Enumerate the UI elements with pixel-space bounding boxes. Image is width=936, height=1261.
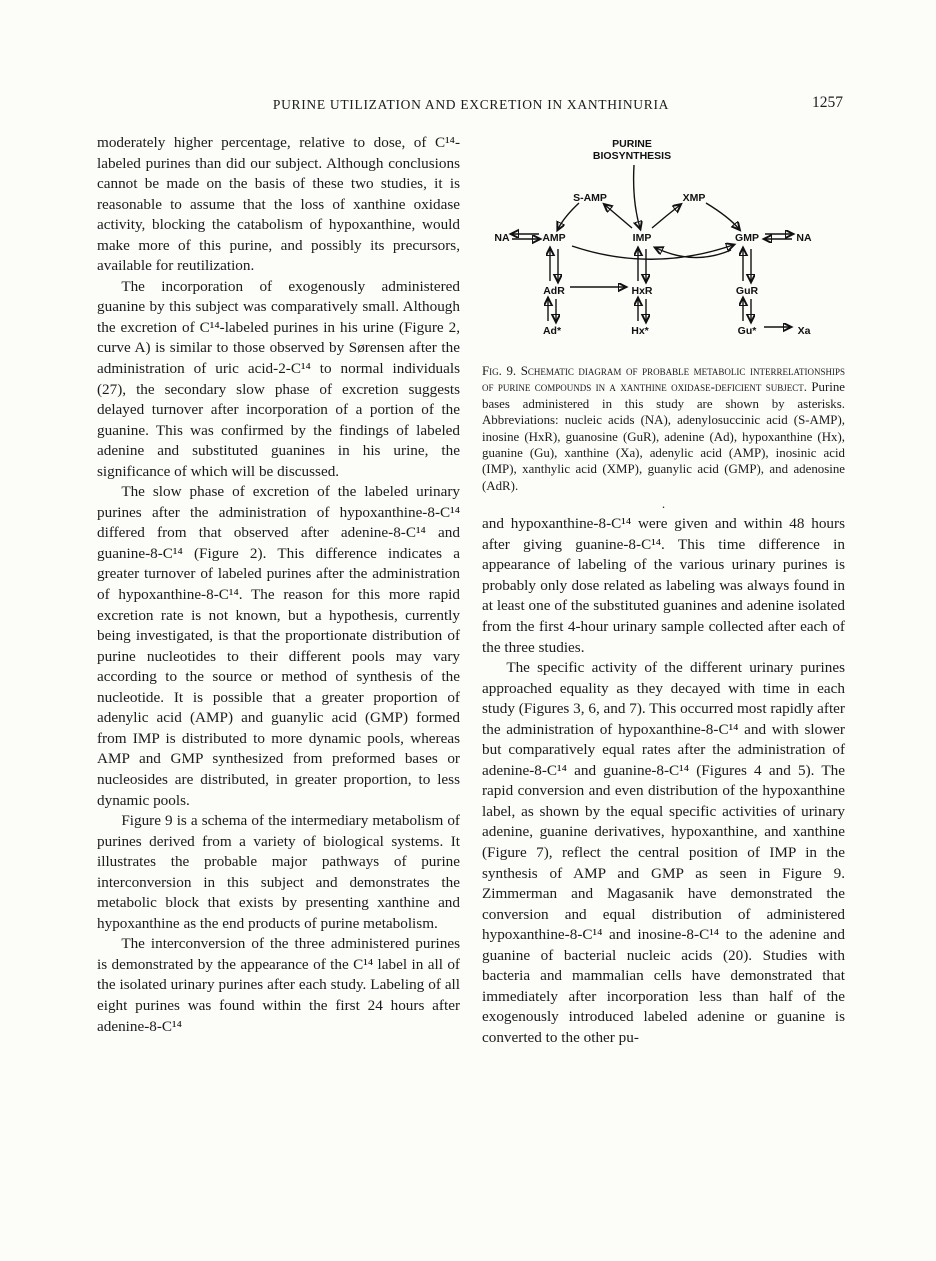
figure-caption-text: Purine bases administered in this study are shown by asterisks. Abbreviations: nucleic acids (NA), adenylosuccinic acid (S-AMP), inosine (HxR), guanosine (GuR), adenine (Ad), hypoxanthine (Hx), guanine (Gu), xanthine (Xa), adenylic acid (AMP), inosinic acid (IMP), xanthylic acid (XMP), guanylic acid (GMP), and adenosine (AdR). [482, 380, 845, 493]
figure-9-diagram [482, 133, 845, 353]
figure-9 [482, 133, 845, 512]
node-gur: GuR [735, 285, 759, 297]
node-xmp: XMP [682, 192, 706, 204]
running-head: PURINE UTILIZATION AND EXCRETION IN XANTHINURIA [272, 97, 670, 112]
node-na-left: NA [494, 232, 510, 244]
paragraph: The slow phase of excretion of the labeled urinary purines after the administration of hypoxanthine-8-C¹⁴ differed from that observed after adenine-8-C¹⁴ and guanine-8-C¹⁴ (Figure 2). This difference indicates a greater turnover of labeled purines after the administration of hypoxanthine-8-C¹⁴. The reason for this more rapid excretion rate is not known, but a hypothesis, currently being investigated, is that the proportionate distribution of purine nucleotides to their different pools may vary according to the source or method of synthesis of the nucleotide. It is possible that a greater proportion of adenylic acid (AMP) and guanylic acid (GMP) formed from IMP is distributed to more dynamic pools, whereas AMP and GMP synthesized from preformed bases or nucleosides are distributed, in greater proportion, to less dynamic pools. [97, 483, 460, 809]
diagram-title-line2: BIOSYNTHESIS [592, 150, 672, 162]
right-column [482, 133, 845, 1048]
paragraph: The incorporation of exogenously administered guanine by this subject was comparatively small. Although the excretion of C¹⁴-labeled purines in his urine (Figure 2, curve A) is similar to those observed by Sørensen after the administration of uric acid-2-C¹⁴ to normal individuals (27), the secondary slow phase of excretion suggests delayed turnover after incorporation of a portion of the guanine. This was confirmed by the findings of labeled adenine and substituted guanines in his urine, the significance of which will be discussed. [97, 277, 460, 480]
node-amp: AMP [542, 232, 566, 244]
paragraph: moderately higher percentage, relative to dose, of C¹⁴-labeled purines than did our subject. Although conclusions cannot be made on the basis of these two studies, it is reasonable to assume that the loss of xanthine oxidase activity, blocking the catabolism of hypoxanthine, would make more of this purine, and possibly its precursors, available for reutilization. [97, 134, 460, 275]
arrow-imp-to-xmp [652, 205, 680, 228]
page-header [97, 94, 845, 119]
node-gu: Gu* [737, 325, 757, 337]
figure-9-caption [482, 363, 845, 494]
paragraph: and hypoxanthine-8-C¹⁴ were given and within 48 hours after giving guanine-8-C¹⁴. This time difference in appearance of labeling of the various urinary purines is probably only dose related as labeling was always found in at least one of the substituted guanines and adenine isolated from the first 4-hour urinary sample collected after each of the three studies. [482, 515, 845, 656]
separator-dot: . [661, 496, 666, 512]
two-column-content [97, 133, 845, 1048]
paragraph: The interconversion of the three administered purines is demonstrated by the appearance of the C¹⁴ label in all of the isolated urinary purines after each study. Labeling of all eight purines was found within the first 24 hours after adenine-8-C¹⁴ [97, 935, 460, 1035]
node-hx: Hx* [631, 325, 649, 337]
node-xa: Xa [797, 325, 811, 337]
node-adr: AdR [543, 285, 565, 297]
node-na-right: NA [796, 232, 812, 244]
node-s-amp: S-AMP [573, 192, 607, 204]
paragraph: The specific activity of the different urinary purines approached equality as they decayed with time in each study (Figures 3, 6, and 7). This occurred most rapidly after the administration of hypoxanthine-8-C¹⁴ and with slower but comparatively equal rates after the administration of adenine-8-C¹⁴ and guanine-8-C¹⁴ (Figures 4 and 5). The rapid conversion and even distribution of the hypoxanthine label, as shown by the equal specific activities of urinary adenine, guanine derivatives, hypoxanthine, and xanthine (Figure 7), reflect the central position of IMP in the synthesis of AMP and GMP as seen in Figure 9. Zimmerman and Magasanik have demonstrated the conversion and equal distribution of administered hypoxanthine-8-C¹⁴ and inosine-8-C¹⁴ to the adenine and guanine of bacterial nucleic acids (20). Studies with bacteria and mammalian cells have demonstrated that immediately after incorporation less than half of the exogenously introduced labeled adenine or guanine is converted to the other pu- [482, 659, 845, 1046]
arrow-xmp-to-gmp [706, 203, 739, 229]
right-column-text [482, 514, 845, 1048]
node-imp: IMP [632, 232, 652, 244]
page-number: 1257 [812, 94, 843, 111]
figure-caption-smallcaps: Schematic diagram of probable metabolic interrelationships of purine compounds in a xanthine oxidase-deficient subject. [482, 364, 845, 395]
arrow-imp-to-samp [605, 205, 632, 228]
diagram-title-line1: PURINE [612, 138, 652, 150]
figure-caption-label: Fig. 9. [482, 364, 517, 378]
arrow-biosynthesis-to-imp [634, 165, 640, 228]
paragraph: Figure 9 is a schema of the intermediary metabolism of purines derived from a variety of biological systems. It illustrates the probable major pathways of purine interconversion in this subject and demonstrates the metabolic block that exists by presenting xanthine and hypoxanthine as the end products of purine metabolism. [97, 812, 460, 932]
node-ad: Ad* [542, 325, 562, 337]
left-column [97, 133, 460, 1048]
arrow-samp-to-amp [558, 203, 579, 229]
node-gmp: GMP [735, 232, 759, 244]
node-hxr: HxR [631, 285, 653, 297]
